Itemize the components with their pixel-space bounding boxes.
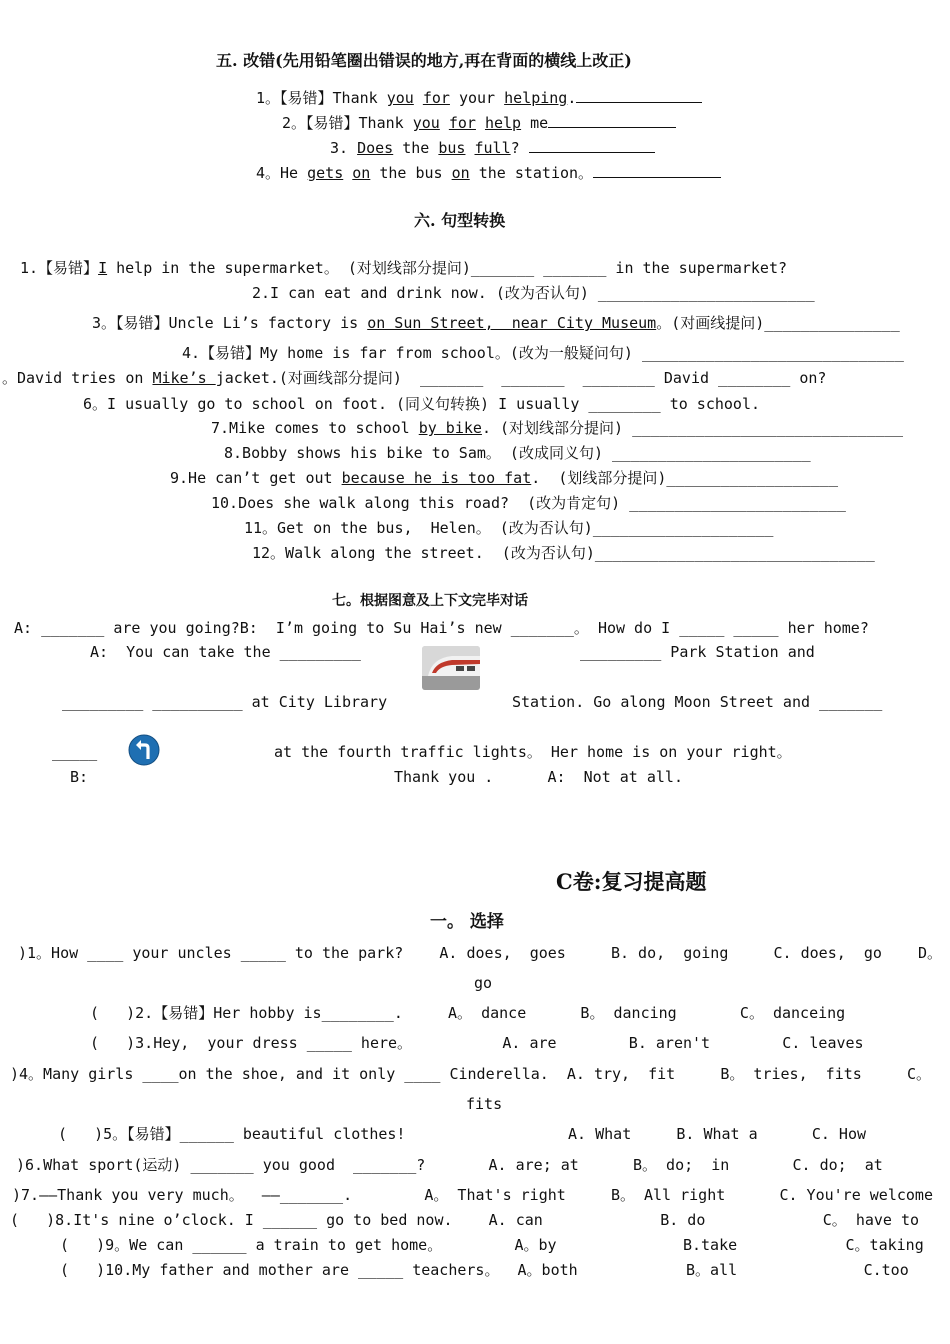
metro-train-image <box>422 646 480 690</box>
dialog-line-2b: _________ Park Station and <box>580 643 815 661</box>
answer-blank[interactable] <box>548 113 676 128</box>
answer-blank[interactable] <box>576 88 702 103</box>
choice-q6: )6.What sport(运动) _______ you good _______? A. are; at B。 do; in C. do; at <box>16 1156 883 1174</box>
sec6-q6: 6。I usually go to school on foot. (同义句转换) I usually ________ to school. <box>83 395 761 413</box>
dialog-line-4a: _____ <box>52 743 98 761</box>
sec6-q9: 9.He can’t get out because he is too fat. (划线部分提问)___________________ <box>170 469 838 487</box>
sec6-q10: 10.Does she walk along this road? (改为肯定句) ________________________ <box>211 494 846 512</box>
choice-q9: ( )9。We can ______ a train to get home。 A。by B.take C。taking <box>60 1236 924 1254</box>
answer-blank[interactable] <box>593 163 721 178</box>
dialog-line-1: A: _______ are you going?B: I’m going to Su Hai’s new _______。 How do I _____ _____ her home? <box>14 619 869 637</box>
section7-title: 七。根据图意及上下文完毕对话 <box>332 593 528 609</box>
choice-q10: ( )10.My father and mother are _____ teachers。 A。both B。all C.too <box>60 1261 909 1279</box>
choice-q4: )4。Many girls ____on the shoe, and it only ____ Cinderella. A. try, fit B。 tries, fits C。 <box>10 1065 931 1083</box>
sec6-q1: 1.【易错】I help in the supermarket。 (对划线部分提问)_______ _______ in the supermarket? <box>20 259 788 277</box>
part-c-subtitle: 一。 选择 <box>430 912 504 932</box>
sec6-q3: 3。【易错】Uncle Li’s factory is on Sun Street, near City Museum。(对画线提问)_______________ <box>92 314 900 332</box>
sec6-q11: 11。Get on the bus, Helen。 (改为否认句)____________________ <box>244 519 774 537</box>
sec6-q7: 7.Mike comes to school by bike. (对划线部分提问) ______________________________ <box>211 419 904 437</box>
choice-q5: ( )5。【易错】______ beautiful clothes! A. What B. What a C. How <box>58 1125 867 1143</box>
choice-q2: ( )2.【易错】Her hobby is________. A。 dance B。 dancing C。 danceing <box>90 1004 846 1022</box>
sec6-q12: 12。Walk along the street. (改为否认句)_______________________________ <box>252 544 875 562</box>
dialog-line-3a: _________ __________ at City Library <box>62 693 388 711</box>
turn-left-sign-icon <box>128 734 160 766</box>
sec5-q2: 2。【易错】Thank you for help me <box>282 113 676 133</box>
sec6-q4: 4.【易错】My home is far from school。(改为一般疑问句) _____________________________ <box>182 344 904 362</box>
dialog-line-5a: B: <box>70 768 89 786</box>
sec5-q1: 1。【易错】Thank you for your helping. <box>256 88 702 108</box>
answer-blank[interactable] <box>529 138 655 153</box>
choice-q7: )7.——Thank you very much。 ——_______. A。 That's right B。 All right C. You're welcome <box>12 1186 933 1204</box>
part-c-title: C卷:复习提高题 <box>556 869 707 894</box>
dialog-line-5b: Thank you . A: Not at all. <box>394 768 683 786</box>
section5-title: 五. 改错(先用铅笔圈出错误的地方,再在背面的横线上改正) <box>216 51 632 70</box>
choice-q1: )1。How ____ your uncles _____ to the park? A. does, goes B. do, going C. does, go D。 <box>18 944 943 962</box>
dialog-line-2a: A: You can take the _________ <box>90 643 361 661</box>
choice-q1-cont: go <box>474 974 493 992</box>
sec6-q8: 8.Bobby shows his bike to Sam。 (改成同义句) ______________________ <box>224 444 811 462</box>
choice-q4-cont: fits <box>466 1095 503 1113</box>
dialog-line-3b: Station. Go along Moon Street and _______ <box>512 693 883 711</box>
choice-q3: ( )3.Hey, your dress _____ here。 A. are B. aren't C. leaves <box>90 1034 864 1052</box>
dialog-line-4b: at the fourth traffic lights。 Her home is on your right。 <box>274 743 792 761</box>
sec6-q5: 。David tries on Mike’s jacket.(对画线部分提问) _______ _______ ________ David ________ on? <box>2 369 827 387</box>
choice-q8: ( )8.It's nine o’clock. I ______ go to bed now. A. can B. do C。 have to <box>10 1211 920 1229</box>
sec5-q4: 4。He gets on the bus on the station。 <box>256 163 721 183</box>
sec5-q3: 3. Does the bus full? <box>330 138 655 158</box>
section6-title: 六. 句型转换 <box>414 211 506 230</box>
sec6-q2: 2.I can eat and drink now. (改为否认句) ________________________ <box>252 284 815 302</box>
